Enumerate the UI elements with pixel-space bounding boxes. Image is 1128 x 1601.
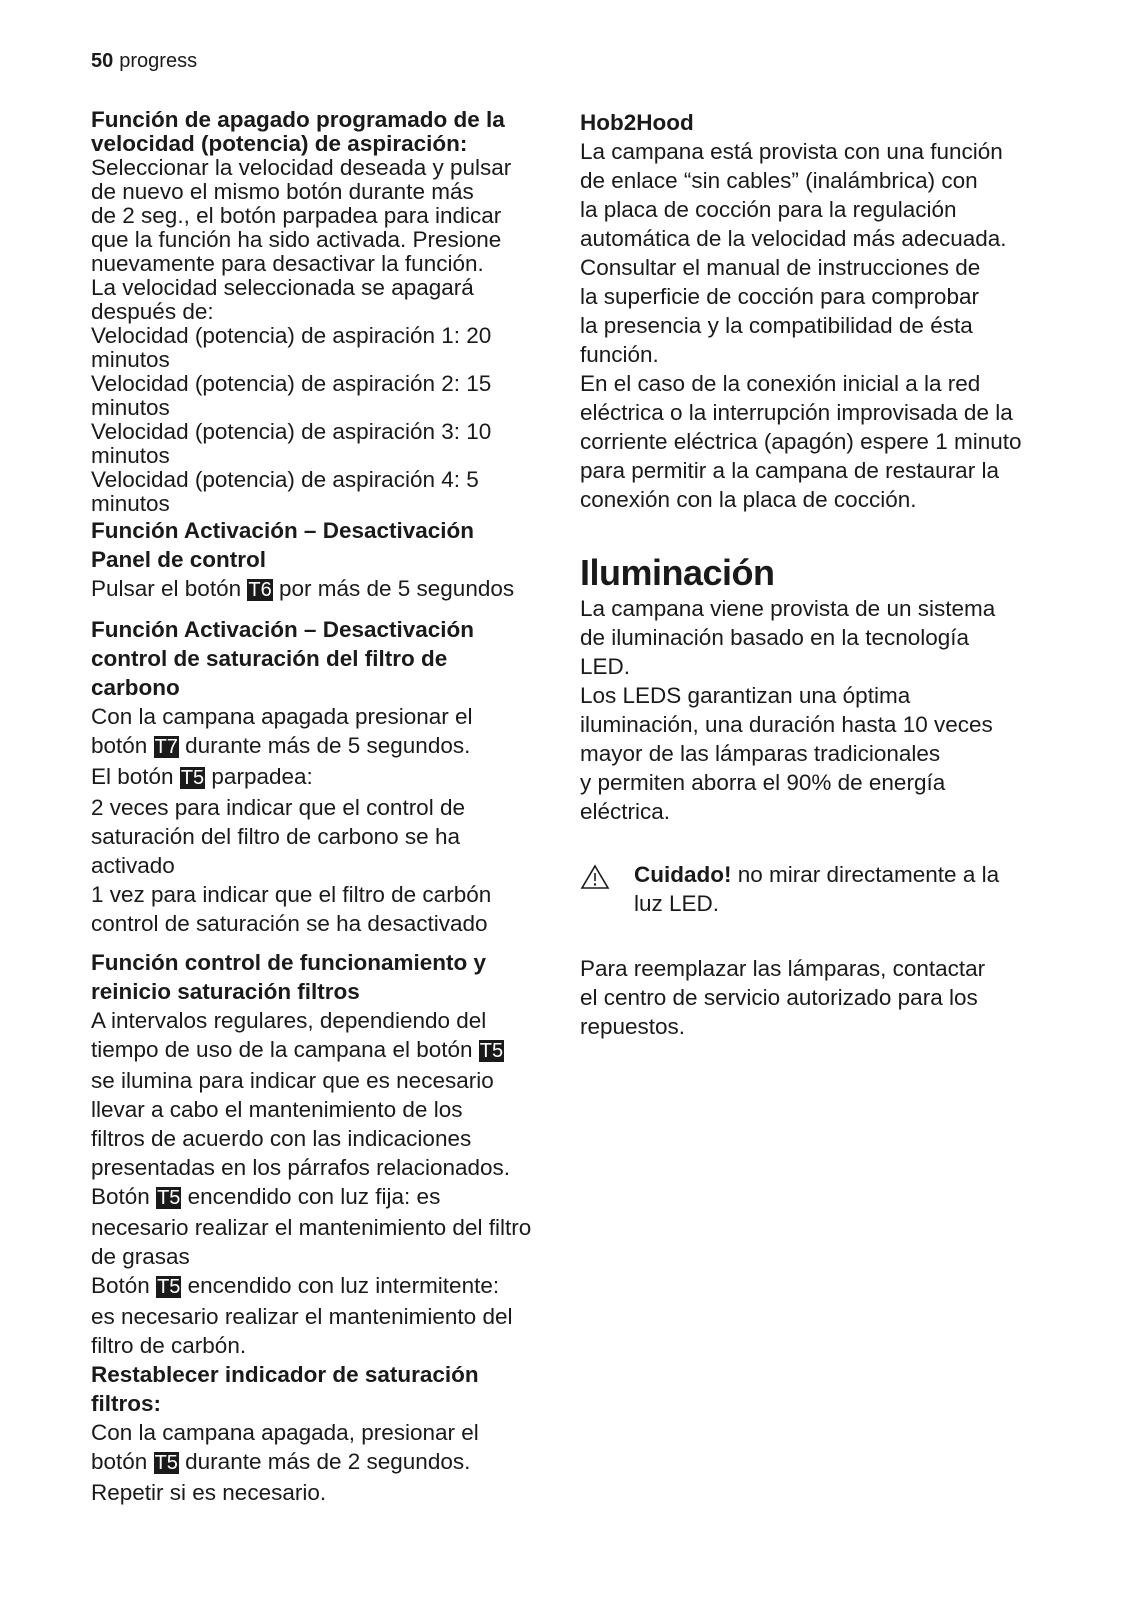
paragraph-line: Para reemplazar las lámparas, contactar <box>580 956 986 981</box>
paragraph-line: Botón T5 encendido con luz intermitente: <box>91 1273 500 1298</box>
paragraph-line: activado <box>91 853 175 878</box>
paragraph-line: la presencia y la compatibilidad de ésta <box>580 313 973 338</box>
speed-2-line: Velocidad (potencia) de aspiración 2: 15 <box>91 371 492 396</box>
heading-reset-indicator-2: filtros: <box>91 1391 161 1416</box>
speed-1-unit: minutos <box>91 347 170 372</box>
paragraph-line: Con la campana apagada, presionar el <box>91 1420 479 1445</box>
heading-carbon-filter-3: carbono <box>91 675 180 700</box>
paragraph-line: Los LEDS garantizan una óptima <box>580 683 911 708</box>
paragraph-line: iluminación, una duración hasta 10 veces <box>580 712 993 737</box>
warning-line-2: luz LED. <box>634 891 720 916</box>
paragraph-line: llevar a cabo el mantenimiento de los <box>91 1097 463 1122</box>
heading-carbon-filter-2: control de saturación del filtro de <box>91 646 448 671</box>
paragraph-line: botón T7 durante más de 5 segundos. <box>91 733 471 758</box>
paragraph-line: A intervalos regulares, dependiendo del <box>91 1008 487 1033</box>
paragraph-line: saturación del filtro de carbono se ha <box>91 824 460 849</box>
brand-name: progress <box>119 50 198 72</box>
warning-triangle-icon <box>580 860 634 918</box>
paragraph-line: que la función ha sido activada. Presione <box>91 227 502 252</box>
heading-programmed-off-2: velocidad (potencia) de aspiración: <box>91 131 468 156</box>
paragraph-line: nuevamente para desactivar la función. <box>91 251 484 276</box>
paragraph-line: Con la campana apagada presionar el <box>91 704 473 729</box>
paragraph-line: corriente eléctrica (apagón) espere 1 minuto <box>580 429 1022 454</box>
paragraph-line: mayor de las lámparas tradicionales <box>580 741 941 766</box>
section-filter-reset <box>91 948 551 1507</box>
key-badge-t7: T7 <box>154 736 178 758</box>
section-control-panel <box>91 516 551 605</box>
page-number: 50 <box>91 50 114 72</box>
key-badge-t6: T6 <box>248 579 272 601</box>
paragraph-line: de 2 seg., el botón parpadea para indicar <box>91 203 502 228</box>
heading-filter-control-1: Función control de funcionamiento y <box>91 950 487 975</box>
left-column <box>91 108 551 1507</box>
paragraph-line: filtro de carbón. <box>91 1333 247 1358</box>
paragraph-line: Pulsar el botón T6 por más de 5 segundos <box>91 576 515 601</box>
paragraph-line: repuestos. <box>580 1014 686 1039</box>
paragraph-line: para permitir a la campana de restaurar la <box>580 458 999 483</box>
key-badge-t5: T5 <box>154 1452 178 1474</box>
paragraph-line: 1 vez para indicar que el filtro de carbón <box>91 882 492 907</box>
right-column <box>580 108 1050 1041</box>
paragraph-line: tiempo de uso de la campana el botón T5 <box>91 1037 504 1062</box>
paragraph-line: la placa de cocción para la regulación <box>580 197 957 222</box>
heading-programmed-off-1: Función de apagado programado de la <box>91 107 505 132</box>
paragraph-line: de enlace “sin cables” (inalámbrica) con <box>580 168 978 193</box>
paragraph-line: después de: <box>91 299 214 324</box>
paragraph-line: La campana está provista con una función <box>580 139 1003 164</box>
paragraph-line: y permiten aborra el 90% de energía <box>580 770 946 795</box>
key-badge-t5: T5 <box>157 1187 181 1209</box>
paragraph-line: control de saturación se ha desactivado <box>91 911 488 936</box>
heading-reset-indicator-1: Restablecer indicador de saturación <box>91 1362 479 1387</box>
paragraph-line: LED. <box>580 654 631 679</box>
heading-control-panel-1: Función Activación – Desactivación <box>91 518 475 543</box>
speed-3-unit: minutos <box>91 443 170 468</box>
speed-2-unit: minutos <box>91 395 170 420</box>
paragraph-line: El botón T5 parpadea: <box>91 764 313 789</box>
key-badge-t5: T5 <box>157 1276 181 1298</box>
section-programmed-off <box>91 108 551 516</box>
paragraph-line: filtros de acuerdo con las indicaciones <box>91 1126 472 1151</box>
warning-label: Cuidado! <box>634 862 732 887</box>
key-badge-t5: T5 <box>479 1040 504 1062</box>
section-replace-lamps <box>580 954 1050 1041</box>
paragraph-line: presentadas en los párrafos relacionados. <box>91 1155 511 1180</box>
heading-hob2hood: Hob2Hood <box>580 110 694 135</box>
paragraph-line: 2 veces para indicar que el control de <box>91 795 465 820</box>
speed-3-line: Velocidad (potencia) de aspiración 3: 10 <box>91 419 492 444</box>
paragraph-line: de iluminación basado en la tecnología <box>580 625 970 650</box>
paragraph-line: de grasas <box>91 1244 190 1269</box>
paragraph-line: es necesario realizar el mantenimiento del <box>91 1304 513 1329</box>
paragraph-line: En el caso de la conexión inicial a la red <box>580 371 981 396</box>
section-iluminacion <box>580 594 1050 826</box>
page-header <box>91 50 197 73</box>
warning-line-1: no mirar directamente a la <box>731 862 1000 887</box>
speed-4-unit: minutos <box>91 491 170 516</box>
heading-carbon-filter-1: Función Activación – Desactivación <box>91 617 475 642</box>
speed-1-line: Velocidad (potencia) de aspiración 1: 20 <box>91 323 492 348</box>
paragraph-line: conexión con la placa de cocción. <box>580 487 917 512</box>
paragraph-line: de nuevo el mismo botón durante más <box>91 179 474 204</box>
warning-note <box>580 860 1050 918</box>
paragraph-line: automática de la velocidad más adecuada. <box>580 226 1007 251</box>
paragraph-line: botón T5 durante más de 2 segundos. <box>91 1449 471 1474</box>
paragraph-line: Seleccionar la velocidad deseada y pulsar <box>91 155 512 180</box>
speed-4-line: Velocidad (potencia) de aspiración 4: 5 <box>91 467 479 492</box>
heading-iluminacion: Iluminación <box>580 552 775 593</box>
paragraph-line: el centro de servicio autorizado para los <box>580 985 978 1010</box>
heading-control-panel-2: Panel de control <box>91 547 267 572</box>
paragraph-line: la superficie de cocción para comprobar <box>580 284 979 309</box>
heading-filter-control-2: reinicio saturación filtros <box>91 979 360 1004</box>
warning-text <box>634 860 1050 918</box>
paragraph-line: se ilumina para indicar que es necesario <box>91 1068 494 1093</box>
paragraph-line: necesario realizar el mantenimiento del filtro <box>91 1215 532 1240</box>
paragraph-line: La campana viene provista de un sistema <box>580 596 996 621</box>
section-hob2hood <box>580 108 1050 514</box>
paragraph-line: Repetir si es necesario. <box>91 1480 327 1505</box>
paragraph-line: Consultar el manual de instrucciones de <box>580 255 981 280</box>
paragraph-line: función. <box>580 342 659 367</box>
paragraph-line: Botón T5 encendido con luz fija: es <box>91 1184 441 1209</box>
section-carbon-filter <box>91 615 551 938</box>
key-badge-t5: T5 <box>180 767 205 789</box>
paragraph-line: eléctrica. <box>580 799 671 824</box>
paragraph-line: eléctrica o la interrupción improvisada de la <box>580 400 1013 425</box>
paragraph-line: La velocidad seleccionada se apagará <box>91 275 474 300</box>
